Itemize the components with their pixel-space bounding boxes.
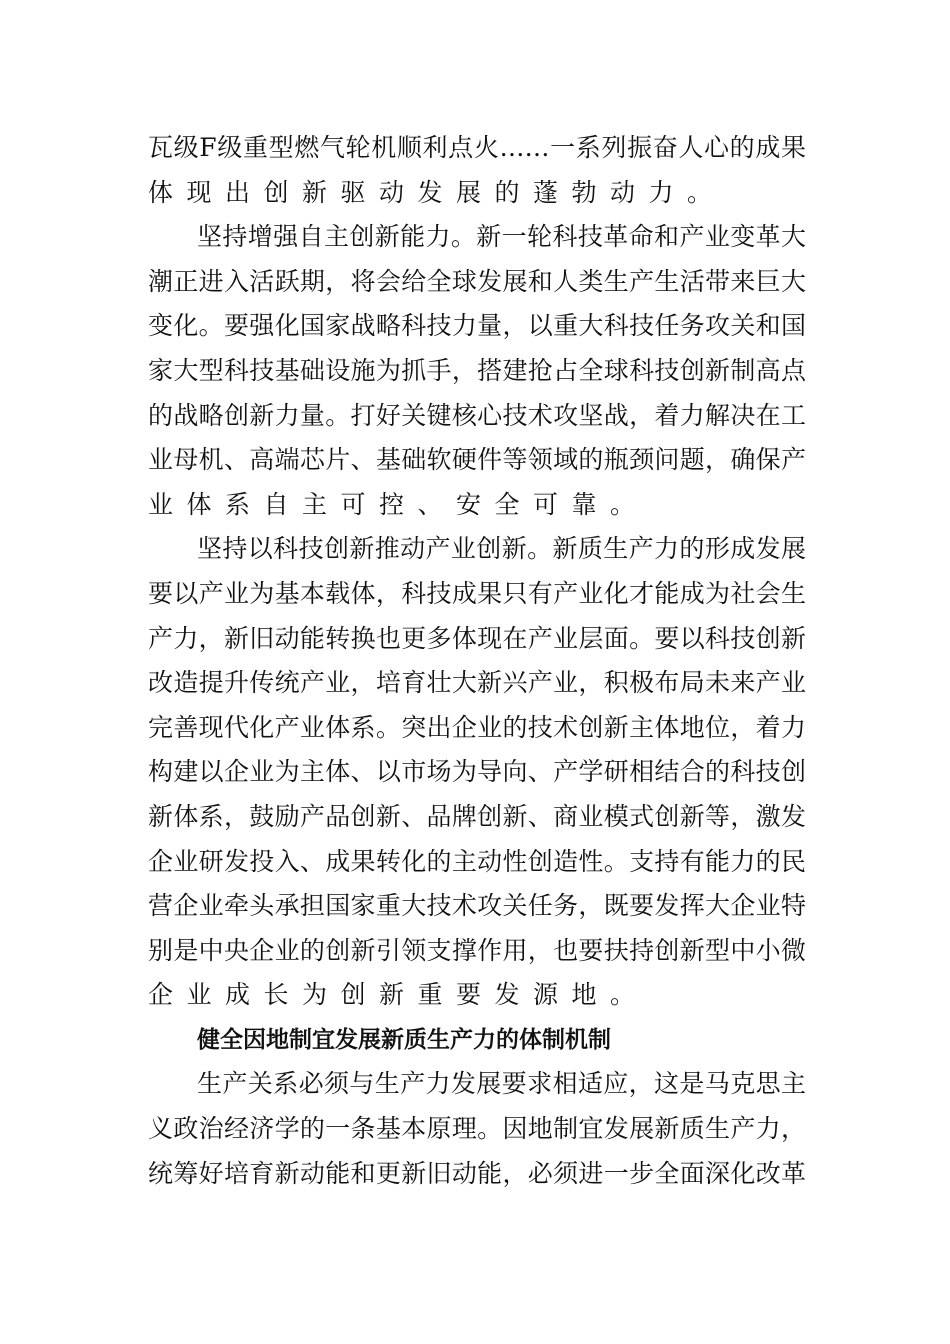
text-line: 的战略创新力量。打好关键核心技术攻坚战，着力解决在工 bbox=[148, 400, 806, 430]
text-line: 企业成长为创新重要发源地。 bbox=[148, 980, 649, 1010]
text-line: 潮正进入活跃期，将会给全球发展和人类生产生活带来巨大 bbox=[148, 266, 806, 296]
paragraph-3 bbox=[148, 527, 806, 1018]
text-line: 坚持以科技创新推动产业创新。新质生产力的形成发展 bbox=[197, 534, 806, 564]
text-line: 要以产业为基本载体，科技成果只有产业化才能成为社会生 bbox=[148, 578, 806, 608]
text-line: 企业研发投入、成果转化的主动性创造性。支持有能力的民 bbox=[148, 846, 806, 876]
text-line: 坚持增强自主创新能力。新一轮科技革命和产业变革大 bbox=[197, 222, 806, 252]
text-line: 构建以企业为主体、以市场为导向、产学研相结合的科技创 bbox=[148, 757, 806, 787]
text-line: 业体系自主可控、安全可靠。 bbox=[148, 489, 649, 519]
text-line: 瓦级F级重型燃气轮机顺利点火……一系列振奋人心的成果 bbox=[148, 133, 806, 162]
paragraph-1 bbox=[148, 126, 806, 215]
text-line: 别是中央企业的创新引领支撑作用，也要扶持创新型中小微 bbox=[148, 935, 806, 965]
text-line: 产力，新旧动能转换也更多体现在产业层面。要以科技创新 bbox=[148, 623, 806, 653]
text-line: 变化。要强化国家战略科技力量，以重大科技任务攻关和国 bbox=[148, 311, 806, 341]
paragraph-2 bbox=[148, 215, 806, 527]
text-line: 营企业牵头承担国家重大技术攻关任务，既要发挥大企业特 bbox=[148, 891, 806, 921]
text-line: 改造提升传统产业，培育壮大新兴产业，积极布局未来产业 bbox=[148, 668, 806, 698]
text-line: 体现出创新驱动发展的蓬勃动力。 bbox=[148, 177, 726, 207]
text-line: 业母机、高端芯片、基础软硬件等领域的瓶颈问题，确保产 bbox=[148, 445, 806, 475]
text-line: 完善现代化产业体系。突出企业的技术创新主体地位，着力 bbox=[148, 712, 806, 742]
document-page bbox=[148, 126, 806, 1196]
text-line: 生产关系必须与生产力发展要求相适应，这是马克思主 bbox=[197, 1069, 806, 1099]
text-line: 家大型科技基础设施为抓手，搭建抢占全球科技创新制高点 bbox=[148, 355, 806, 385]
text-line: 义政治经济学的一条基本原理。因地制宜发展新质生产力， bbox=[148, 1114, 806, 1144]
paragraph-4 bbox=[148, 1062, 806, 1196]
text-line: 统筹好培育新动能和更新旧动能，必须进一步全面深化改革 bbox=[148, 1158, 806, 1188]
section-heading: 健全因地制宜发展新质生产力的体制机制 bbox=[197, 1026, 611, 1053]
text-line: 新体系，鼓励产品创新、品牌创新、商业模式创新等，激发 bbox=[148, 801, 806, 831]
